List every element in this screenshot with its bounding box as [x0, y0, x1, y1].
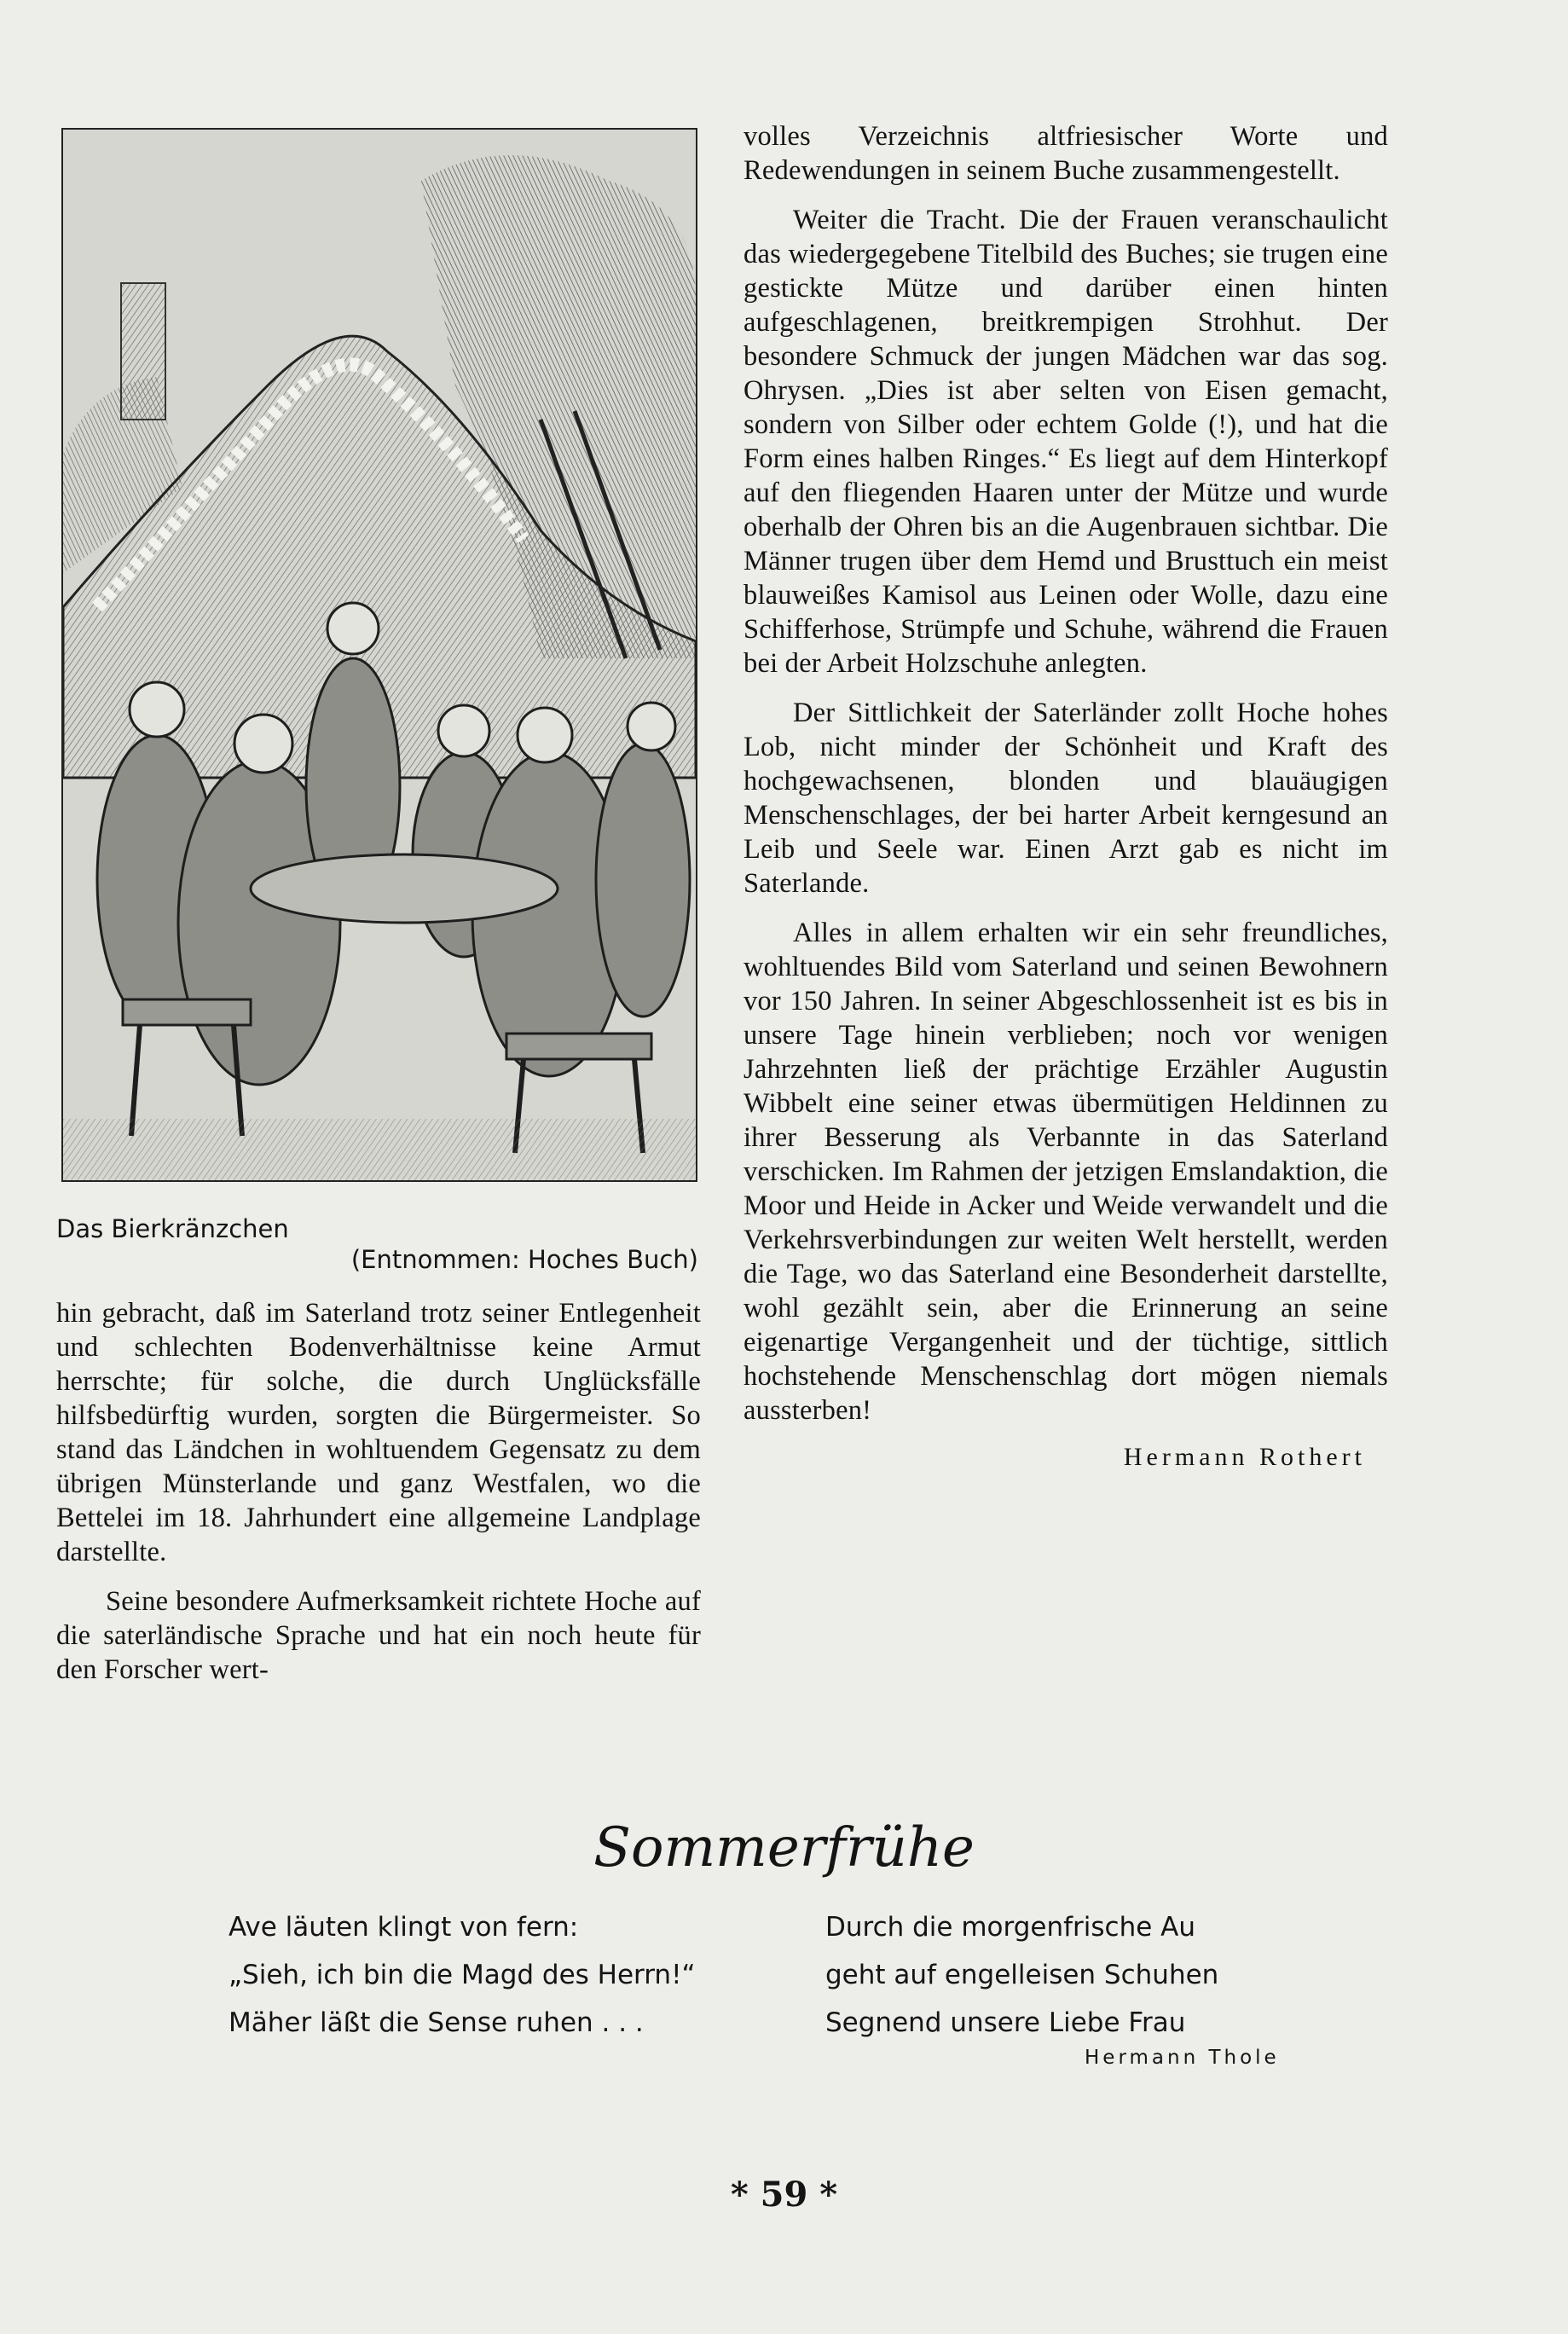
- paragraph: Seine besondere Aufmerksamkeit richtete Hoche auf die saterländische Sprache und hat ein noch heute für den Forscher wert-: [56, 1586, 701, 1685]
- figure-credit: (Entnommen: Hoches Buch): [350, 1245, 698, 1274]
- poem-line: Ave läuten klingt von fern:: [229, 1912, 579, 1943]
- tavern-scene-image: [63, 130, 696, 1180]
- paragraph: volles Verzeichnis altfriesischer Worte und Redewendungen in seinem Buche zusammengestellt.: [743, 121, 1388, 186]
- paragraph: Alles in allem erhalten wir ein sehr freundliches, wohltuendes Bild vom Saterland und seinen Bewohnern vor 150 Jahren. In seiner Abgeschlossenheit ist es bis in unsere Tage hinein verblieben; noch vor wenigen Jahrzehnten ließ der prächtige Erzähler Augustin Wibbelt eine seiner etwas übermütigen Heldinnen zu ihrer Besserung als Verbannte in das Saterland verschicken. Im Rahmen der jetzigen Emslandaktion, die Moor und Heide in Acker und Weide verwandelt und die Verkehrsverbindungen zur weiten Welt herstellt, werden die Tage, wo das Saterland eine Besonderheit darstellte, wohl gezählt sein, aber die Erinnerung an seine eigenartige Vergangenheit und der tüchtige, sittlich hochstehende Menschenschlag dort mögen niemals aussterben!: [743, 918, 1388, 1426]
- poem-line: „Sieh, ich bin die Magd des Herrn!“: [229, 1960, 696, 1990]
- poem-line: Durch die morgenfrische Au: [825, 1912, 1195, 1943]
- poem-stanza-right: [825, 1903, 1218, 2047]
- poem-line: Mäher läßt die Sense ruhen . . .: [229, 2007, 644, 2038]
- poem-line: geht auf engelleisen Schuhen: [825, 1960, 1219, 1990]
- left-text-column: [56, 1296, 701, 1702]
- poem-stanza-left: [229, 1903, 696, 2047]
- article-author: Hermann Rothert: [1123, 1443, 1366, 1471]
- engraving-illustration: [61, 128, 697, 1182]
- poem-title: Sommerfrühe: [593, 1816, 975, 1879]
- right-text-column: [743, 119, 1388, 1472]
- paragraph: Weiter die Tracht. Die der Frauen veranschaulicht das wiedergegebene Titelbild des Buches; sie trugen eine gestickte Mütze und darüber einen hinten aufgeschlagenen, breitkrempigen Strohhut. Der besondere Schmuck der jungen Mädchen war das sog. Ohrysen. „Dies ist aber selten von Eisen gemacht, sondern von Silber oder echtem Golde (!), und hat die Form eines halben Ringes.“ Es liegt auf dem Hinterkopf auf den fliegenden Haaren unter der Mütze und wurde oberhalb der Ohren bis an die Augenbrauen sichtbar. Die Männer trugen über dem Hemd und Brusttuch ein meist blauweißes Kamisol aus Leinen oder Wolle, dazu eine Schifferhose, Strümpfe und Schuhe, während die Frauen bei der Arbeit Holzschuhe anlegten.: [743, 205, 1388, 679]
- paragraph: Der Sittlichkeit der Saterländer zollt Hoche hohes Lob, nicht minder der Schönheit und Kraft des hochgewachsenen, blonden und blauäugigen Menschenschlages, der bei harter Arbeit kerngesund an Leib und Seele war. Einen Arzt gab es nicht im Saterlande.: [743, 698, 1388, 899]
- figure-caption: Das Bierkränzchen: [56, 1214, 289, 1243]
- page-number: * 59 *: [730, 2175, 838, 2215]
- poem-author: Hermann Thole: [1085, 2047, 1280, 2069]
- poem-line: Segnend unsere Liebe Frau: [825, 2007, 1186, 2038]
- paragraph: hin gebracht, daß im Saterland trotz seiner Entlegenheit und schlechten Bodenverhältnisse keine Armut herrschte; für solche, die durch Unglücksfälle hilfsbedürftig wurden, sorgten die Bürgermeister. So stand das Ländchen in wohltuendem Gegensatz zu dem übrigen Münsterlande und ganz Westfalen, wo die Bettelei im 18. Jahrhundert eine allgemeine Landplage darstellte.: [56, 1298, 701, 1567]
